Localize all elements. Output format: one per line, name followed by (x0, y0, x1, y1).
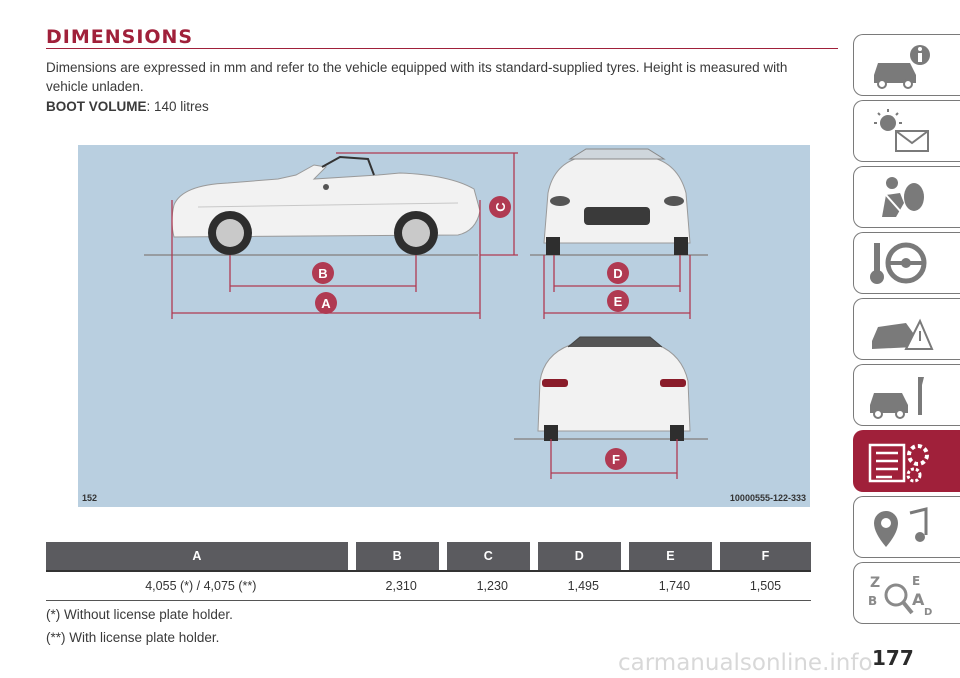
index-icon (866, 569, 936, 619)
label-c: C (493, 202, 508, 212)
table-header: F (720, 542, 811, 570)
tab-index[interactable] (853, 562, 960, 624)
boot-volume-label: BOOT VOLUME (46, 99, 147, 114)
car-rear-view (538, 337, 690, 441)
label-d: D (613, 266, 623, 281)
table-cell: 1,505 (720, 570, 811, 601)
car-front-view (544, 149, 690, 255)
table-header-row (46, 542, 811, 570)
tab-warning-lights[interactable] (853, 100, 960, 162)
car-side-view (172, 157, 480, 255)
tab-key-steering[interactable] (853, 232, 960, 294)
car-info-icon (866, 41, 936, 91)
label-b: B (318, 266, 328, 281)
label-a-marker (315, 292, 337, 314)
table-header: C (447, 542, 538, 570)
figure-code: 10000555-122-333 (729, 493, 806, 503)
label-d-marker (607, 262, 629, 284)
tab-technical-data[interactable] (853, 430, 960, 492)
watermark: carmanualsonline.info (618, 650, 873, 676)
table-cell: 1,230 (447, 570, 538, 601)
tab-multimedia[interactable] (853, 496, 960, 558)
dimensions-table (46, 542, 811, 601)
table-cell: 2,310 (356, 570, 447, 601)
table-header: E (629, 542, 720, 570)
airbag-safety-icon (866, 173, 936, 223)
figure-number: 152 (82, 493, 98, 503)
table-cell: 1,740 (629, 570, 720, 601)
label-c-marker (489, 196, 511, 218)
tab-airbag-safety[interactable] (853, 166, 960, 228)
label-a: A (321, 296, 331, 311)
page-number: 177 (872, 646, 914, 670)
warning-lights-icon (866, 107, 936, 157)
table-header: B (356, 542, 447, 570)
multimedia-icon (866, 503, 936, 553)
dimensions-illustration (78, 145, 810, 507)
svg-text:E: E (912, 574, 921, 588)
label-f-marker (605, 448, 627, 470)
table-row (46, 570, 811, 601)
svg-text:A: A (912, 590, 925, 609)
boot-volume-value: : 140 litres (146, 99, 209, 114)
section-title: DIMENSIONS (46, 26, 194, 48)
maintenance-icon (866, 371, 936, 421)
tab-maintenance[interactable] (853, 364, 960, 426)
tab-emergency[interactable] (853, 298, 960, 360)
label-b-marker (312, 262, 334, 284)
label-e: E (613, 294, 623, 309)
key-steering-icon (866, 239, 936, 289)
table-cell: 4,055 (*) / 4,075 (**) (46, 570, 356, 601)
table-cell: 1,495 (538, 570, 629, 601)
label-f: F (612, 452, 620, 467)
svg-text:D: D (924, 607, 933, 618)
intro-paragraph: Dimensions are expressed in mm and refer to the vehicle equipped with its standard-supplied tyres. Height is measured with vehicle unladen. (46, 60, 788, 94)
emergency-icon (866, 305, 936, 355)
svg-text:Z: Z (870, 575, 881, 591)
technical-data-icon (866, 437, 936, 487)
svg-text:B: B (868, 594, 878, 608)
label-e-marker (607, 290, 629, 312)
tab-car-info[interactable] (853, 34, 960, 96)
footnote-without-plate: (*) Without license plate holder. (46, 607, 233, 622)
boot-volume (46, 99, 209, 114)
table-header: D (538, 542, 629, 570)
table-header: A (46, 542, 356, 570)
footnote-with-plate: (**) With license plate holder. (46, 630, 220, 645)
dimensions-figure (78, 145, 810, 507)
title-divider (46, 48, 838, 49)
